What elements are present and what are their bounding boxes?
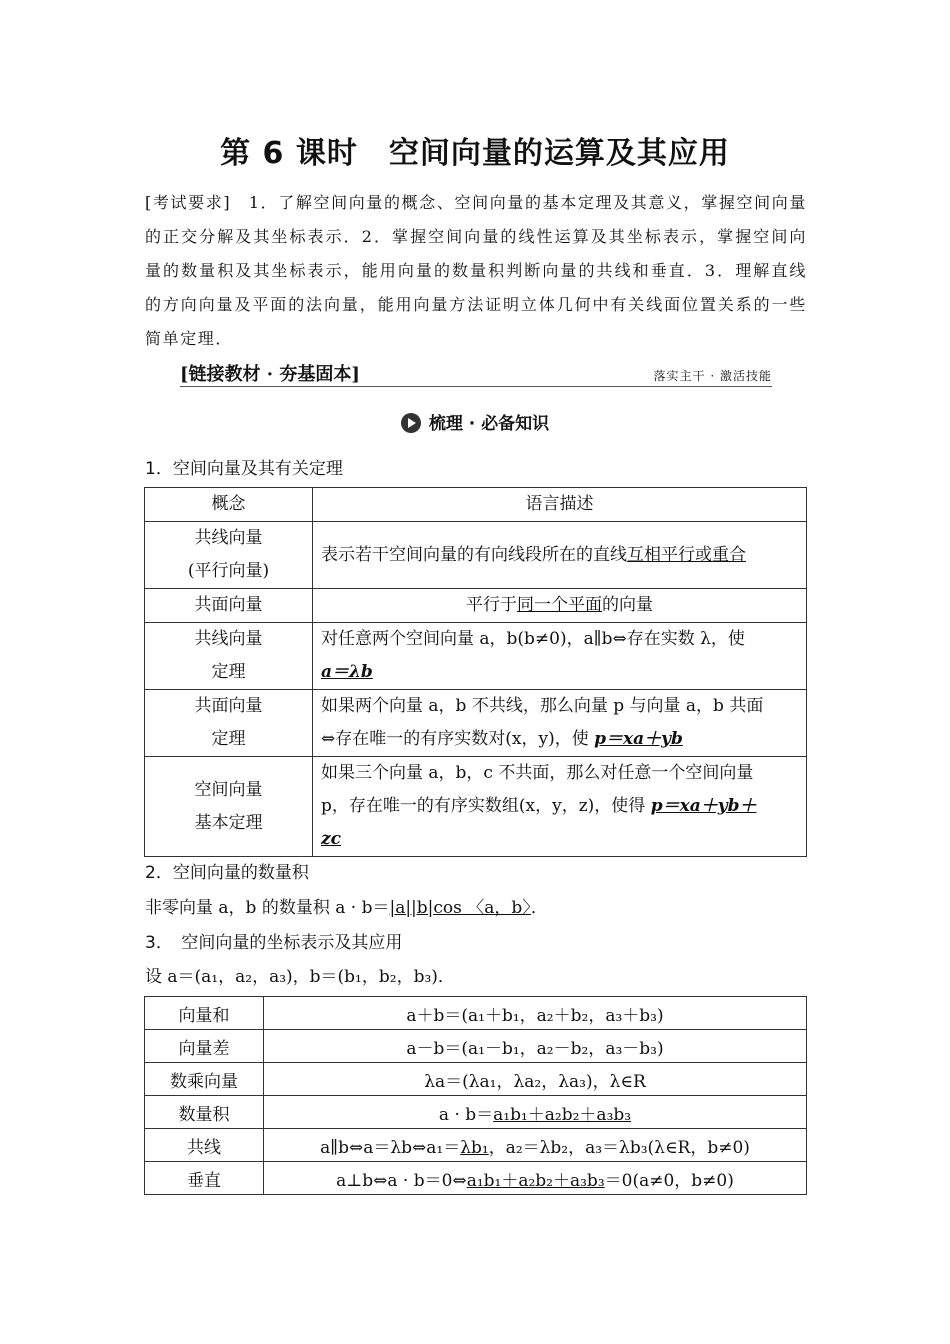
cell-text: ，a₂＝λb₂，a₃＝λb₃(λ∈R，b≠0) <box>488 1137 750 1158</box>
cell-text: p，存在唯一的有序实数组(x，y，z)，使得 <box>321 796 651 816</box>
exam-requirements: [考试要求] 1．了解空间向量的概念、空间向量的基本定理及其意义，掌握空间向量的正交分解及其坐标表示．2．掌握空间向量的线性运算及其坐标表示，掌握空间向量的数量积及其坐标表示，能用向量的数量积判断向量的共线和垂直．3．理解直线的方向向量及平面的法向量，能用向量方法证明立体几何中有关线面位置关系的一些简单定理． <box>145 193 807 348</box>
cell-text: 的向量 <box>602 595 653 615</box>
cell-text: ＝0(a≠0，b≠0) <box>604 1170 734 1191</box>
table-row <box>145 1162 807 1195</box>
cell-text: a－b＝(a₁－b₁，a₂－b₂，a₃－b₃) <box>406 1038 664 1059</box>
table-row <box>145 757 807 857</box>
table-row <box>145 690 807 757</box>
table-cell <box>313 690 807 757</box>
table-header-cell: 语言描述 <box>313 488 807 522</box>
table-cell <box>313 589 807 623</box>
table-row <box>145 589 807 623</box>
cell-line: 共线向量 <box>194 629 263 649</box>
underlined-answer: a₁b₁＋a₂b₂＋a₃b₃ <box>493 1104 632 1125</box>
table-cell: 向量差 <box>145 1030 264 1063</box>
table-cell <box>264 997 807 1030</box>
table-cell <box>264 1030 807 1063</box>
cell-line: 共线向量 <box>194 528 263 548</box>
cell-text: 表示若干空间向量的有向线段所在的直线 <box>321 544 627 565</box>
table-cell <box>145 757 313 857</box>
underlined-answer: zc <box>321 829 342 849</box>
cell-line: 共面向量 <box>194 696 263 716</box>
table-cell <box>145 623 313 690</box>
heading-1: 1．空间向量及其有关定理 <box>145 459 343 479</box>
table-cell <box>145 690 313 757</box>
heading-3: 3． 空间向量的坐标表示及其应用 <box>145 933 403 953</box>
table-cell: 数量积 <box>145 1096 264 1129</box>
table-cell <box>313 522 807 589</box>
table-row <box>145 1030 807 1063</box>
coordinates-line: 设 a＝(a₁，a₂，a₃)，b＝(b₁，b₂，b₃)． <box>145 967 455 987</box>
cell-text: a⊥b⇔a · b＝0⇔ <box>336 1170 467 1191</box>
table-cell: 垂直 <box>145 1162 264 1195</box>
table-row <box>145 522 807 589</box>
cell-line: 基本定理 <box>194 812 263 833</box>
banner-subtitle: 落实主干 · 激活技能 <box>653 369 772 383</box>
dot-product-line <box>145 893 548 918</box>
cell-line: 如果两个向量 a，b 不共线，那么向量 p 与向量 a，b 共面 <box>321 696 764 716</box>
cell-line: 如果三个向量 a，b，c 不共面，那么对任意一个空间向量 <box>321 763 754 783</box>
table-cell <box>264 1063 807 1096</box>
cell-text: 平行于 <box>466 595 517 615</box>
cell-text: ⇔存在唯一的有序实数对(x，y)，使 <box>321 729 595 749</box>
banner-title: [链接教材 · 夯基固本] <box>180 364 360 385</box>
line-text: 非零向量 a，b 的数量积 a · b＝ <box>145 898 390 918</box>
underlined-answer: p＝xa＋yb＋ <box>650 796 757 816</box>
underlined-answer: 同一个平面 <box>517 595 602 615</box>
table-header-cell: 概念 <box>145 488 313 522</box>
theorem-table <box>144 487 807 857</box>
underlined-answer: |a||b|cos 〈a，b〉 <box>389 898 531 918</box>
table-cell: 数乘向量 <box>145 1063 264 1096</box>
cell-line: 定理 <box>211 662 246 682</box>
coordinate-table <box>144 996 807 1195</box>
table-row <box>145 623 807 690</box>
table-cell <box>264 1129 807 1162</box>
cell-text: λa＝(λa₁，λa₂，λa₃)，λ∈R <box>424 1071 646 1092</box>
table-row <box>145 488 807 522</box>
line-text: ． <box>530 898 548 918</box>
table-row <box>145 1129 807 1162</box>
cell-line: 对任意两个空间向量 a，b(b≠0)，a∥b⇔存在实数 λ，使 <box>321 629 745 649</box>
table-row <box>145 997 807 1030</box>
cell-text: a · b＝ <box>438 1104 494 1125</box>
underlined-answer: p＝xa＋yb <box>594 729 683 749</box>
table-cell <box>313 623 807 690</box>
table-cell <box>145 522 313 589</box>
table-row <box>145 1096 807 1129</box>
table-cell <box>264 1162 807 1195</box>
table-cell <box>264 1096 807 1129</box>
underlined-answer: a₁b₁＋a₂b₂＋a₃b₃ <box>466 1170 605 1191</box>
play-icon <box>401 413 421 433</box>
table-row <box>145 1063 807 1096</box>
cell-text: a∥b⇔a＝λb⇔a₁＝ <box>320 1137 461 1158</box>
table-cell: 共面向量 <box>145 589 313 623</box>
underlined-answer: 互相平行或重合 <box>627 544 746 565</box>
cell-line: (平行向量) <box>187 561 270 581</box>
heading-2: 2．空间向量的数量积 <box>145 863 309 883</box>
page-title: 第 6 课时 空间向量的运算及其应用 <box>220 136 730 171</box>
section-banner <box>180 360 772 387</box>
table-cell: 向量和 <box>145 997 264 1030</box>
table-cell: 共线 <box>145 1129 264 1162</box>
table-cell <box>313 757 807 857</box>
underlined-answer: λb₁ <box>460 1137 489 1158</box>
cell-text: a＋b＝(a₁＋b₁，a₂＋b₂，a₃＋b₃) <box>406 1005 664 1026</box>
section-header <box>0 409 950 434</box>
underlined-answer: a＝λb <box>321 662 373 682</box>
cell-line: 定理 <box>211 729 246 749</box>
cell-line: 空间向量 <box>194 779 263 800</box>
section-header-label: 梳理 · 必备知识 <box>428 414 550 434</box>
